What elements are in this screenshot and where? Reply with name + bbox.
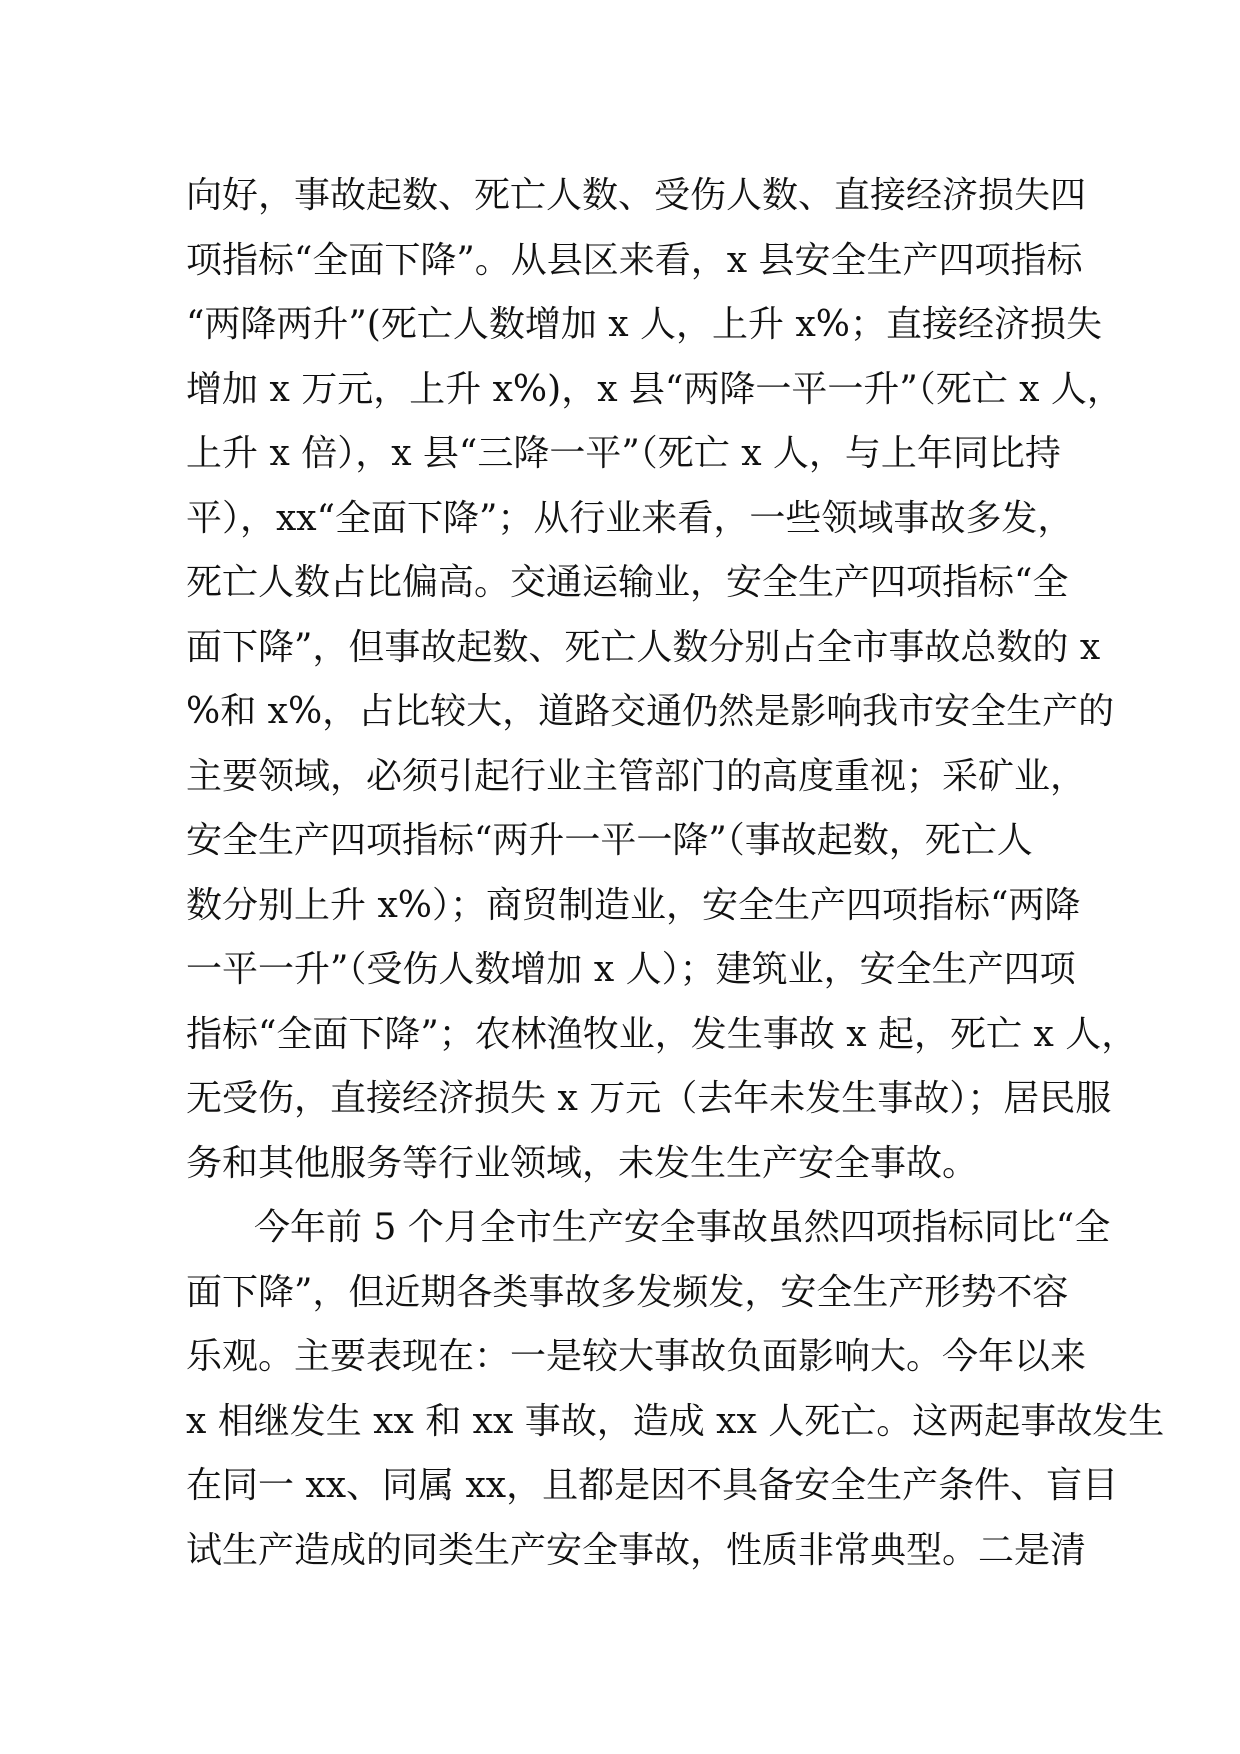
text-line: %和 x%，占比较大，道路交通仍然是影响我市安全生产的 (186, 691, 1115, 732)
text-line: 乐观。主要表现在：一是较大事故负面影响大。今年以来 (186, 1336, 1087, 1377)
paragraph-2 (186, 1196, 1165, 1583)
text-line: 主要领域，必须引起行业主管部门的高度重视；采矿业， (186, 755, 1087, 797)
text-line: 面下降”，但事故起数、死亡人数分别占全市事故总数的 x (186, 626, 1101, 668)
text-line: 上升 x 倍），x 县“三降一平”（死亡 x 人，与上年同比持 (186, 433, 1061, 474)
text-line: 试生产造成的同类生产安全事故，性质非常典型。二是清 (186, 1529, 1087, 1571)
text-line: x 相继发生 xx 和 xx 事故，造成 xx 人死亡。这两起事故发生 (186, 1400, 1165, 1442)
text-line: 无受伤，直接经济损失 x 万元（去年未发生事故）；居民服 (186, 1078, 1112, 1119)
text-line: 死亡人数占比偏高。交通运输业，安全生产四项指标“全 (186, 562, 1069, 603)
text-line: 在同一 xx、同属 xx，且都是因不具备安全生产条件、盲目 (186, 1465, 1119, 1506)
text-line: 面下降”，但近期各类事故多发频发，安全生产形势不容 (186, 1271, 1069, 1313)
text-line: 指标“全面下降”；农林渔牧业，发生事故 x 起，死亡 x 人， (186, 1013, 1138, 1055)
text-line: 务和其他服务等行业领域，未发生生产安全事故。 (186, 1142, 979, 1184)
text-line: 今年前 5 个月全市生产安全事故虽然四项指标同比“全 (254, 1207, 1111, 1248)
text-line: 安全生产四项指标“两升一平一降”（事故起数，死亡人 (186, 820, 1033, 861)
text-line: 平），xx“全面下降”；从行业来看，一些领域事故多发， (186, 497, 1074, 539)
paragraph-1 (186, 164, 1138, 1196)
text-line: “两降两升”(死亡人数增加 x 人，上升 x%；直接经济损失 (186, 304, 1102, 345)
text-line: 数分别上升 x%）；商贸制造业，安全生产四项指标“两降 (186, 884, 1081, 926)
document-body (186, 164, 1165, 1583)
text-line: 增加 x 万元，上升 x%)，x 县“两降一平一升”（死亡 x 人， (186, 368, 1123, 410)
text-line: 一平一升”（受伤人数增加 x 人）；建筑业，安全生产四项 (186, 949, 1076, 990)
text-line: 项指标“全面下降”。从县区来看，x 县安全生产四项指标 (186, 239, 1083, 281)
text-line: 向好，事故起数、死亡人数、受伤人数、直接经济损失四 (186, 175, 1087, 216)
